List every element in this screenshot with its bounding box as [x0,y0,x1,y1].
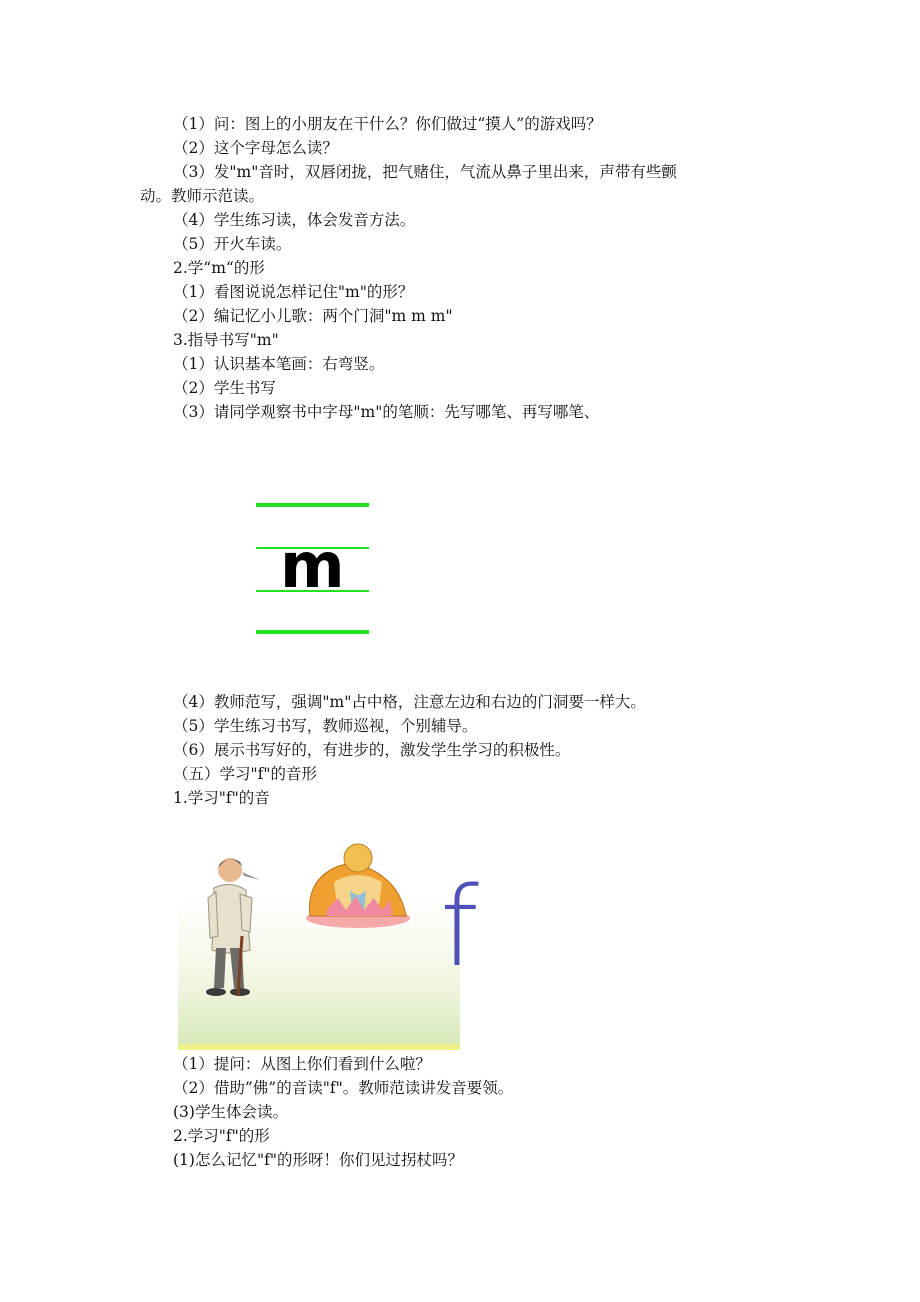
section-heading: 1.学习"f"的音 [173,789,270,807]
grid-line-bottom [256,630,369,634]
text-line: （2）学生书写 [173,379,276,397]
text-line: （1）提问：从图上你们看到什么啦？ [173,1055,431,1073]
buddha-figure [306,844,410,928]
text-line: （3）发"m"音时，双唇闭拢，把气赌住，气流从鼻子里出来，声带有些颤 [173,163,677,181]
text-line: (1)怎么记忆"f"的形呀！你们见过拐杖吗？ [173,1151,463,1169]
section-heading: 2.学习"f"的形 [173,1127,270,1145]
section-heading: （五）学习"f"的音形 [173,765,317,783]
illustration-old-man-buddha [178,838,460,1052]
text-line: (3)学生体会读。 [173,1103,288,1121]
text-line: （2）这个字母怎么读？ [173,139,338,157]
text-line: （1）问：图上的小朋友在干什么？你们做过“摸人”的游戏吗？ [173,115,602,133]
four-line-grid [256,503,369,635]
text-line: （4）教师范写，强调"m"占中格，注意左边和右边的门洞要一样大。 [173,693,646,711]
grid-letter-m: m [280,529,345,602]
text-line: 动。教师示范读。 [140,187,265,205]
section-heading: 3.指导书写"m" [173,331,279,349]
text-line: （1）看图说说怎样记住"m"的形？ [173,283,414,301]
illustration-picture [178,838,460,1052]
text-line: （2）借助”佛”的音读"f"。教师范读讲发音要领。 [173,1079,514,1097]
grid-line-top [256,503,369,507]
text-line: （5）开火车读。 [173,235,292,253]
text-line: （1）认识基本笔画：右弯竖。 [173,355,385,373]
illustration-letter-f: f [440,863,479,991]
text-line: （2）编记忆小儿歌：两个门洞"m m m" [173,307,453,325]
text-line: （3）请同学观察书中字母"m"的笔顺：先写哪笔、再写哪笔、 [173,403,600,421]
text-line: （6）展示书写好的，有进步的，激发学生学习的积极性。 [173,741,571,759]
section-heading: 2.学“m“的形 [173,259,265,277]
text-line: （5）学生练习书写，教师巡视，个别辅导。 [173,717,478,735]
text-line: （4）学生练习读，体会发音方法。 [173,211,416,229]
